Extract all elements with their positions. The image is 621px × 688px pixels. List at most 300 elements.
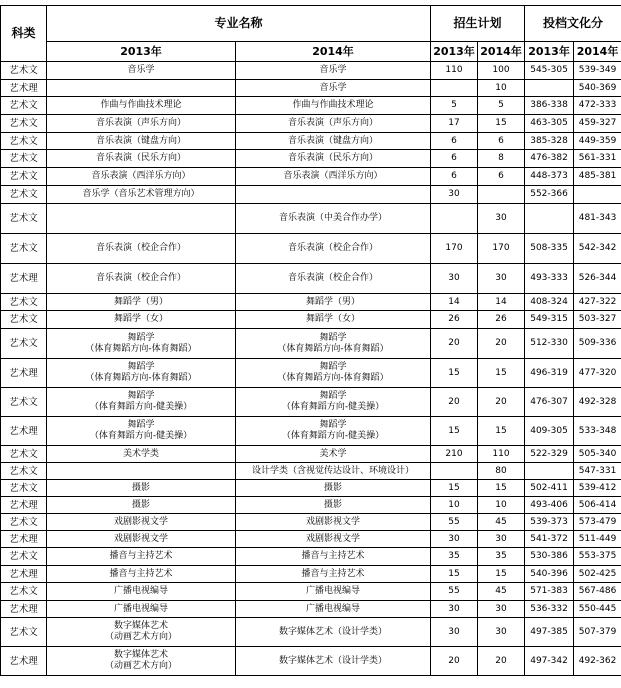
major-2013-cell-line: 戏剧影视文学 <box>113 533 168 544</box>
plan-2013-cell: 20 <box>431 388 478 417</box>
score-2013-cell: 497-385 <box>525 618 574 647</box>
major-2014-cell <box>236 62 431 80</box>
plan-2013-cell: 20 <box>431 329 478 359</box>
major-2013-cell <box>47 417 236 446</box>
major-2014-cell <box>236 618 431 647</box>
table-row <box>1 388 621 417</box>
major-2013-cell-line: 舞蹈学 <box>127 362 155 372</box>
score-2014-cell: 573-479 <box>574 514 621 531</box>
category-cell: 艺术理 <box>1 80 47 97</box>
plan-2013-cell: 15 <box>431 480 478 497</box>
major-2013-cell <box>47 133 236 150</box>
plan-2014-cell: 110 <box>478 446 525 463</box>
score-2013-cell: 476-382 <box>525 150 574 168</box>
category-cell: 艺术文 <box>1 234 47 264</box>
score-2014-cell: 492-328 <box>574 388 621 417</box>
major-2014-cell <box>236 204 431 234</box>
major-2013-cell <box>47 97 236 115</box>
plan-2014-cell: 10 <box>478 497 525 514</box>
plan-2014-cell: 14 <box>478 294 525 311</box>
major-2014-cell <box>236 168 431 186</box>
major-2014-cell <box>236 548 431 566</box>
plan-2013-cell: 30 <box>431 601 478 618</box>
category-cell: 艺术文 <box>1 62 47 80</box>
score-2013-cell: 571-383 <box>525 583 574 601</box>
category-cell: 艺术理 <box>1 566 47 583</box>
plan-2013-cell: 26 <box>431 311 478 329</box>
score-2014-cell: 553-375 <box>574 548 621 566</box>
table-row <box>1 583 621 601</box>
table-row <box>1 601 621 618</box>
category-cell: 艺术文 <box>1 204 47 234</box>
major-2014-cell-line: 数字媒体艺术（设计学类） <box>279 655 388 666</box>
category-cell: 艺术文 <box>1 514 47 531</box>
table-row <box>1 264 621 294</box>
score-2014-cell: 539-349 <box>574 62 621 80</box>
plan-2013-cell: 110 <box>431 62 478 80</box>
plan-2014-cell: 8 <box>478 150 525 168</box>
score-2014-cell: 449-359 <box>574 133 621 150</box>
major-2014-cell-line: 播音与主持艺术 <box>301 568 365 579</box>
major-2014-cell-line: 音乐表演（键盘方向） <box>288 135 379 146</box>
score-2014-cell: 540-369 <box>574 80 621 97</box>
plan-2014-cell: 30 <box>478 264 525 294</box>
plan-2014-cell: 100 <box>478 62 525 80</box>
header-score-2013: 2013年 <box>525 42 574 62</box>
major-2013-cell <box>47 359 236 388</box>
major-2014-cell <box>236 417 431 446</box>
table-row <box>1 531 621 548</box>
category-cell: 艺术文 <box>1 329 47 359</box>
plan-2014-cell <box>478 186 525 204</box>
major-2014-cell-line: 设计学类（含视觉传达设计、环境设计） <box>252 465 415 476</box>
major-2013-cell-line: 播音与主持艺术 <box>109 568 173 579</box>
score-2013-cell: 508-335 <box>525 234 574 264</box>
score-2013-cell: 493-406 <box>525 497 574 514</box>
major-2013-cell <box>47 168 236 186</box>
plan-2014-cell: 20 <box>478 388 525 417</box>
score-2013-cell: 385-328 <box>525 133 574 150</box>
major-2013-cell <box>47 388 236 417</box>
plan-2014-cell: 15 <box>478 417 525 446</box>
major-2014-cell <box>236 583 431 601</box>
major-2014-cell <box>236 150 431 168</box>
major-2014-cell <box>236 133 431 150</box>
major-2014-cell-line: 摄影 <box>324 482 343 493</box>
major-2014-cell-line: 舞蹈学（女） <box>306 314 361 324</box>
score-2014-cell: 567-486 <box>574 583 621 601</box>
score-2014-cell: 542-342 <box>574 234 621 264</box>
major-2014-cell-line: 音乐表演（校企合作） <box>288 243 379 253</box>
major-2013-cell <box>47 234 236 264</box>
plan-2014-cell: 6 <box>478 168 525 186</box>
header-major-name: 专业名称 <box>47 6 431 42</box>
category-cell: 艺术文 <box>1 446 47 463</box>
table-row <box>1 294 621 311</box>
plan-2014-cell: 10 <box>478 80 525 97</box>
category-cell: 艺术文 <box>1 480 47 497</box>
table-row <box>1 186 621 204</box>
major-2014-cell <box>236 186 431 204</box>
major-2013-cell-line: 音乐表演（民乐方向） <box>95 153 186 163</box>
table-row <box>1 446 621 463</box>
major-2013-cell-line: 音乐表演（校企合作） <box>95 273 186 283</box>
category-cell: 艺术文 <box>1 618 47 647</box>
header-major-2014: 2014年 <box>236 42 431 62</box>
table-row <box>1 463 621 480</box>
plan-2014-cell: 30 <box>478 204 525 234</box>
major-2013-cell-line: 作曲与作曲技术理论 <box>100 100 182 110</box>
category-cell: 艺术文 <box>1 294 47 311</box>
table-row <box>1 417 621 446</box>
header-plan-2013: 2013年 <box>431 42 478 62</box>
score-2013-cell: 497-342 <box>525 647 574 676</box>
major-2013-cell <box>47 264 236 294</box>
major-2013-cell <box>47 294 236 311</box>
score-2013-cell: 463-305 <box>525 115 574 133</box>
major-2014-cell <box>236 311 431 329</box>
major-2014-cell-line: 音乐表演（西洋乐方向） <box>283 171 383 181</box>
major-2013-cell <box>47 204 236 234</box>
major-2013-cell <box>47 186 236 204</box>
plan-2013-cell <box>431 80 478 97</box>
major-2013-cell-line: （体育舞蹈方向-健美操） <box>89 431 193 441</box>
score-2013-cell: 408-324 <box>525 294 574 311</box>
major-2013-cell <box>47 497 236 514</box>
major-2013-cell <box>47 531 236 548</box>
score-2013-cell: 496-319 <box>525 359 574 388</box>
header-plan-2014: 2014年 <box>478 42 525 62</box>
major-2014-cell <box>236 601 431 618</box>
score-2013-cell <box>525 204 574 234</box>
admission-table <box>0 5 621 676</box>
major-2013-cell-line: 舞蹈学 <box>127 332 155 343</box>
major-2013-cell <box>47 647 236 676</box>
score-2013-cell: 493-333 <box>525 264 574 294</box>
header-score: 投档文化分 <box>525 6 621 42</box>
major-2014-cell-line: 舞蹈学（男） <box>306 296 361 307</box>
major-2013-cell-line: （体育舞蹈方向-体育舞蹈） <box>85 373 197 383</box>
major-2014-cell-line: 音乐表演（声乐方向） <box>288 118 379 128</box>
table-row <box>1 618 621 647</box>
major-2013-cell <box>47 446 236 463</box>
table-body <box>1 62 621 676</box>
major-2014-cell-line: 音乐表演（校企合作） <box>288 273 379 283</box>
table-row <box>1 359 621 388</box>
score-2014-cell: 526-344 <box>574 264 621 294</box>
major-2014-cell-line: 音乐学 <box>319 65 347 75</box>
major-2013-cell-line: 音乐表演（西洋乐方向） <box>91 171 191 181</box>
major-2013-cell-line: 戏剧影视文学 <box>113 516 168 527</box>
score-2013-cell: 552-366 <box>525 186 574 204</box>
plan-2014-cell: 170 <box>478 234 525 264</box>
score-2014-cell: 459-327 <box>574 115 621 133</box>
category-cell: 艺术理 <box>1 497 47 514</box>
major-2014-cell <box>236 97 431 115</box>
score-2014-cell: 485-381 <box>574 168 621 186</box>
score-2014-cell: 505-340 <box>574 446 621 463</box>
major-2014-cell-line: 数字媒体艺术（设计学类） <box>279 626 388 637</box>
plan-2013-cell: 30 <box>431 531 478 548</box>
score-2014-cell: 539-412 <box>574 480 621 497</box>
major-2013-cell <box>47 311 236 329</box>
category-cell: 艺术文 <box>1 97 47 115</box>
plan-2013-cell: 20 <box>431 647 478 676</box>
major-2014-cell <box>236 329 431 359</box>
major-2013-cell-line: （体育舞蹈方向-健美操） <box>89 402 193 412</box>
plan-2014-cell: 15 <box>478 115 525 133</box>
major-2014-cell <box>236 514 431 531</box>
major-2014-cell <box>236 234 431 264</box>
major-2014-cell-line: 戏剧影视文学 <box>306 533 361 544</box>
major-2013-cell-line: 舞蹈学 <box>127 391 155 401</box>
category-cell: 艺术理 <box>1 359 47 388</box>
major-2014-cell <box>236 446 431 463</box>
plan-2014-cell: 30 <box>478 618 525 647</box>
major-2013-cell-line: 音乐学（音乐艺术管理方向） <box>82 189 200 199</box>
plan-2014-cell: 45 <box>478 583 525 601</box>
major-2013-cell <box>47 463 236 480</box>
plan-2014-cell: 45 <box>478 514 525 531</box>
major-2013-cell <box>47 150 236 168</box>
score-2014-cell: 533-348 <box>574 417 621 446</box>
major-2014-cell-line: 舞蹈学 <box>319 332 347 343</box>
major-2014-cell-line: （体育舞蹈方向-健美操） <box>281 431 385 441</box>
major-2014-cell-line: 舞蹈学 <box>319 391 347 401</box>
major-2013-cell-line: 舞蹈学（男） <box>113 296 168 307</box>
score-2013-cell: 409-305 <box>525 417 574 446</box>
plan-2013-cell: 14 <box>431 294 478 311</box>
score-2014-cell: 561-331 <box>574 150 621 168</box>
score-2014-cell: 550-445 <box>574 601 621 618</box>
table-row <box>1 548 621 566</box>
score-2014-cell: 502-425 <box>574 566 621 583</box>
table-row <box>1 204 621 234</box>
plan-2014-cell: 26 <box>478 311 525 329</box>
major-2014-cell <box>236 359 431 388</box>
plan-2013-cell: 30 <box>431 264 478 294</box>
plan-2014-cell: 20 <box>478 329 525 359</box>
plan-2013-cell <box>431 204 478 234</box>
table-row <box>1 168 621 186</box>
major-2014-cell-line: 作曲与作曲技术理论 <box>292 100 374 110</box>
major-2013-cell <box>47 566 236 583</box>
plan-2013-cell: 30 <box>431 618 478 647</box>
major-2014-cell <box>236 531 431 548</box>
header-major-2013: 2013年 <box>47 42 236 62</box>
score-2013-cell: 536-332 <box>525 601 574 618</box>
category-cell: 艺术文 <box>1 150 47 168</box>
header-enrollment-plan: 招生计划 <box>431 6 525 42</box>
major-2014-cell <box>236 264 431 294</box>
major-2014-cell-line: （体育舞蹈方向-体育舞蹈） <box>277 343 389 354</box>
major-2014-cell-line: 音乐表演（民乐方向） <box>288 153 379 163</box>
major-2013-cell <box>47 80 236 97</box>
table-row <box>1 514 621 531</box>
major-2013-cell <box>47 548 236 566</box>
major-2014-cell <box>236 80 431 97</box>
major-2014-cell <box>236 294 431 311</box>
major-2013-cell <box>47 618 236 647</box>
score-2013-cell: 541-372 <box>525 531 574 548</box>
score-2013-cell: 476-307 <box>525 388 574 417</box>
table-row <box>1 115 621 133</box>
major-2014-cell-line: 摄影 <box>324 499 343 510</box>
table-row <box>1 329 621 359</box>
table-row <box>1 150 621 168</box>
plan-2013-cell: 210 <box>431 446 478 463</box>
score-2014-cell: 477-320 <box>574 359 621 388</box>
plan-2013-cell: 10 <box>431 497 478 514</box>
category-cell: 艺术文 <box>1 168 47 186</box>
major-2014-cell-line: 舞蹈学 <box>319 362 347 372</box>
category-cell: 艺术理 <box>1 647 47 676</box>
major-2013-cell-line: 摄影 <box>131 499 150 510</box>
plan-2014-cell: 30 <box>478 601 525 618</box>
table-row <box>1 80 621 97</box>
plan-2014-cell: 30 <box>478 531 525 548</box>
plan-2014-cell: 35 <box>478 548 525 566</box>
major-2014-cell-line: 播音与主持艺术 <box>301 551 365 561</box>
major-2014-cell-line: （体育舞蹈方向-健美操） <box>281 402 385 412</box>
major-2013-cell-line: 舞蹈学 <box>127 420 155 430</box>
plan-2013-cell: 170 <box>431 234 478 264</box>
score-2013-cell: 502-411 <box>525 480 574 497</box>
category-cell: 艺术理 <box>1 531 47 548</box>
major-2013-cell <box>47 583 236 601</box>
plan-2013-cell: 30 <box>431 186 478 204</box>
major-2014-cell-line: 广播电视编导 <box>306 586 361 596</box>
plan-2013-cell: 55 <box>431 514 478 531</box>
score-2013-cell: 448-373 <box>525 168 574 186</box>
score-2013-cell: 530-386 <box>525 548 574 566</box>
major-2014-cell-line: 戏剧影视文学 <box>306 516 361 527</box>
header-category: 科类 <box>1 6 47 62</box>
major-2013-cell <box>47 329 236 359</box>
category-cell: 艺术理 <box>1 417 47 446</box>
plan-2013-cell: 6 <box>431 168 478 186</box>
category-cell: 艺术文 <box>1 388 47 417</box>
plan-2014-cell: 15 <box>478 566 525 583</box>
score-2014-cell: 506-414 <box>574 497 621 514</box>
major-2014-cell <box>236 388 431 417</box>
score-2014-cell: 427-322 <box>574 294 621 311</box>
major-2013-cell-line: 音乐表演（键盘方向） <box>95 135 186 146</box>
major-2013-cell-line: 播音与主持艺术 <box>109 551 173 561</box>
plan-2013-cell: 35 <box>431 548 478 566</box>
major-2013-cell-line: 音乐表演（校企合作） <box>95 243 186 253</box>
major-2014-cell-line: （体育舞蹈方向-体育舞蹈） <box>277 373 389 383</box>
plan-2013-cell: 15 <box>431 417 478 446</box>
category-cell: 艺术文 <box>1 311 47 329</box>
category-cell: 艺术文 <box>1 115 47 133</box>
major-2013-cell-line: 数字媒体艺术 <box>113 650 168 660</box>
major-2013-cell <box>47 601 236 618</box>
major-2014-cell <box>236 566 431 583</box>
major-2013-cell <box>47 115 236 133</box>
table-row <box>1 97 621 115</box>
major-2014-cell-line: 美术学 <box>319 448 347 459</box>
major-2014-cell <box>236 463 431 480</box>
major-2014-cell <box>236 497 431 514</box>
major-2013-cell <box>47 480 236 497</box>
plan-2014-cell: 6 <box>478 133 525 150</box>
table-row <box>1 234 621 264</box>
major-2013-cell-line: （动画艺术方向） <box>104 661 177 671</box>
major-2013-cell <box>47 514 236 531</box>
major-2013-cell <box>47 62 236 80</box>
plan-2013-cell: 17 <box>431 115 478 133</box>
plan-2013-cell <box>431 463 478 480</box>
score-2013-cell: 540-396 <box>525 566 574 583</box>
major-2013-cell-line: 音乐学 <box>127 65 155 75</box>
category-cell: 艺术理 <box>1 264 47 294</box>
score-2013-cell: 522-329 <box>525 446 574 463</box>
plan-2013-cell: 55 <box>431 583 478 601</box>
plan-2014-cell: 5 <box>478 97 525 115</box>
score-2013-cell: 512-330 <box>525 329 574 359</box>
score-2013-cell: 549-315 <box>525 311 574 329</box>
score-2013-cell <box>525 80 574 97</box>
score-2014-cell: 507-379 <box>574 618 621 647</box>
major-2013-cell-line: （动画艺术方向） <box>104 632 177 642</box>
header-score-2014: 2014年 <box>574 42 621 62</box>
major-2014-cell-line: 音乐学 <box>319 82 347 93</box>
major-2014-cell-line: 广播电视编导 <box>306 603 361 614</box>
major-2013-cell-line: 摄影 <box>131 482 150 493</box>
plan-2014-cell: 15 <box>478 359 525 388</box>
score-2014-cell: 481-343 <box>574 204 621 234</box>
score-2014-cell: 511-449 <box>574 531 621 548</box>
table-row <box>1 497 621 514</box>
score-2014-cell: 492-362 <box>574 647 621 676</box>
category-cell: 艺术理 <box>1 601 47 618</box>
score-2014-cell: 547-331 <box>574 463 621 480</box>
score-2014-cell: 472-333 <box>574 97 621 115</box>
table-row <box>1 566 621 583</box>
score-2014-cell: 509-336 <box>574 329 621 359</box>
score-2013-cell: 539-373 <box>525 514 574 531</box>
score-2013-cell <box>525 463 574 480</box>
major-2014-cell-line: 舞蹈学 <box>319 420 347 430</box>
category-cell: 艺术文 <box>1 186 47 204</box>
plan-2014-cell: 80 <box>478 463 525 480</box>
major-2014-cell <box>236 480 431 497</box>
table-row <box>1 647 621 676</box>
major-2013-cell-line: 音乐表演（声乐方向） <box>95 118 186 128</box>
score-2014-cell: 503-327 <box>574 311 621 329</box>
major-2013-cell-line: （体育舞蹈方向-体育舞蹈） <box>85 343 197 354</box>
table-row <box>1 133 621 150</box>
category-cell: 艺术文 <box>1 548 47 566</box>
major-2013-cell-line: 舞蹈学（女） <box>113 314 168 324</box>
major-2014-cell-line: 音乐表演（中美合作办学） <box>279 213 388 223</box>
score-2013-cell: 545-305 <box>525 62 574 80</box>
score-2014-cell <box>574 186 621 204</box>
major-2014-cell <box>236 647 431 676</box>
plan-2013-cell: 6 <box>431 133 478 150</box>
table-row <box>1 311 621 329</box>
table-row <box>1 62 621 80</box>
major-2014-cell <box>236 115 431 133</box>
plan-2014-cell: 20 <box>478 647 525 676</box>
score-2013-cell: 386-338 <box>525 97 574 115</box>
major-2013-cell-line: 广播电视编导 <box>113 603 168 614</box>
category-cell: 艺术文 <box>1 463 47 480</box>
major-2013-cell-line: 数字媒体艺术 <box>113 621 168 631</box>
plan-2013-cell: 5 <box>431 97 478 115</box>
plan-2013-cell: 15 <box>431 359 478 388</box>
